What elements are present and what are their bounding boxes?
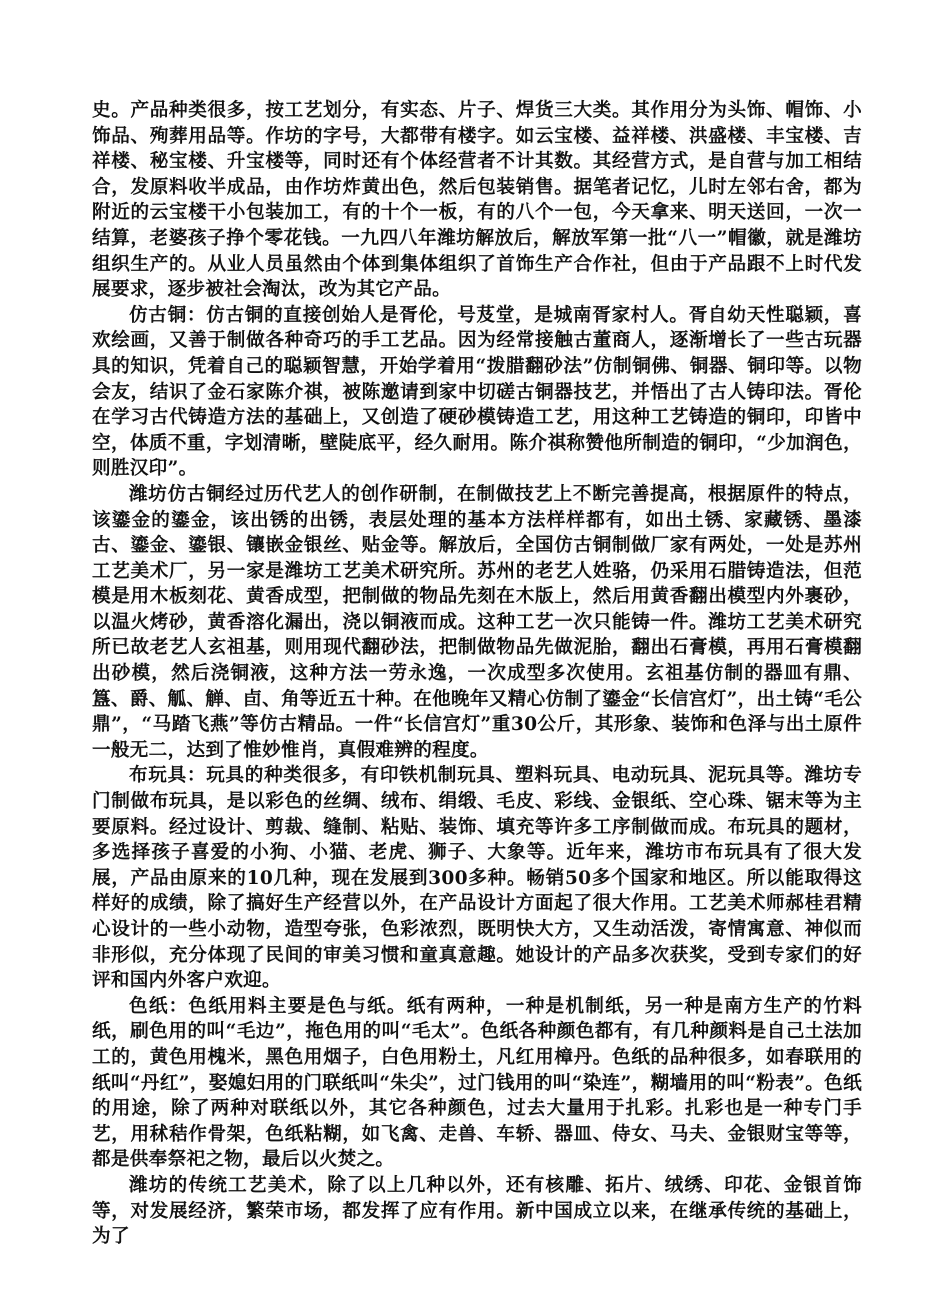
paragraph-imitation-bronze: 仿古铜：仿古铜的直接创始人是胥伦，号芨堂，是城南胥家村人。胥自幼天性聪颖，喜欢绘画，又善于制做各种奇巧的手工艺品。因为经常接触古董商人，逐渐增长了一些古玩器具的知识，凭着自己的聪颖智慧，开始学着用“拨腊翻砂法”仿制铜佛、铜器、铜印等。以物会友，结识了金石家陈介祺，被陈邀请到家中切磋古铜器技艺，并悟出了古人铸印法。胥伦在学习古代铸造方法的基础上，又创造了硬砂模铸造工艺，用这种工艺铸造的铜印，印皆中空，体质不重，字划清晰，壁陡底平，经久耐用。陈介祺称赞他所制造的铜印，“少加润色，则胜汉印”。 xyxy=(92,304,862,480)
paragraph-cloth-toys: 布玩具：玩具的种类很多，有印铁机制玩具、塑料玩具、电动玩具、泥玩具等。潍坊专门制做布玩具，是以彩色的丝绸、绒布、绢缎、毛皮、彩线、金银纸、空心珠、锯末等为主要原料。经过设计、剪裁、缝制、粘贴、装饰、填充等许多工序制做而成。布玩具的题材，多选择孩子喜爱的小狗、小猫、老虎、狮子、大象等。近年来，潍坊市布玩具有了很大发展，产品由原来的10几种，现在发展到300多种。畅销50多个国家和地区。所以能取得这样好的成绩，除了搞好生产经营以外，在产品设计方面起了很大作用。工艺美术师郝桂君精心设计的一些小动物，造型夸张，色彩浓烈，既明快大方，又生动活泼，寄情寓意、神似而非形似，充分体现了民间的审美习惯和童真意趣。她设计的产品多次获奖，受到专家们的好评和国内外客户欢迎。 xyxy=(92,765,862,992)
paragraph-bronze-development: 潍坊仿古铜经过历代艺人的创作研制，在制做技艺上不断完善提高，根据原件的特点，该鎏金的鎏金，该出锈的出锈，表层处理的基本方法样样都有，如出土锈、家藏锈、墨漆古、鎏金、鎏银、镶嵌金银丝、贴金等。解放后，全国仿古铜制做厂家有两处，一处是苏州工艺美术厂，另一家是潍坊工艺美术研究所。苏州的老艺人姓骆，仍采用石腊铸造法，但范模是用木板刻花、黄香成型，把制做的物品先刻在木版上，然后用黄香翻出模型内外裹砂，以温火烤砂，黄香溶化漏出，浇以铜液而成。这种工艺一次只能铸一件。潍坊工艺美术研究所已故老艺人玄祖基，则用现代翻砂法，把制做物品先做泥胎，翻出石膏模，再用石膏模翻出砂模，然后浇铜液，这种方法一劳永逸，一次成型多次使用。玄祖基仿制的器皿有鼎、簋、爵、觚、觯、卣、角等近五十种。在他晚年又精心仿制了鎏金“长信宫灯”，出土铸“毛公鼎”，“马踏飞燕”等仿古精品。一件“长信宫灯”重30公斤，其形象、装饰和色泽与出土原件一般无二，达到了惟妙惟肖，真假难辨的程度。 xyxy=(92,483,862,761)
paragraph-continuation-jewelry: 史。产品种类很多，按工艺划分，有实态、片子、焊货三大类。其作用分为头饰、帽饰、小饰品、殉葬用品等。作坊的字号，大都带有楼字。如云宝楼、益祥楼、洪盛楼、丰宝楼、吉祥楼、秘宝楼、升宝楼等，同时还有个体经营者不计其数。其经营方式，是自营与加工相结合，发原料收半成品，由作坊炸黄出色，然后包装销售。据笔者记忆，儿时左邻右舍，都为附近的云宝楼干小包装加工，有的十个一板，有的八个一包，今天拿来、明天送回，一次一结算，老婆孩子挣个零花钱。一九四八年潍坊解放后，解放军第一批“八一”帽徽，就是潍坊组织生产的。从业人员虽然由个体到集体组织了首饰生产合作社，但由于产品跟不上时代发展要求，逐步被社会淘汰，改为其它产品。 xyxy=(92,100,862,301)
body-text xyxy=(92,98,862,1250)
paragraph-traditional-crafts: 潍坊的传统工艺美术，除了以上几种以外，还有核雕、拓片、绒绣、印花、金银首饰等，对发展经济，繁荣市场，都发挥了应有作用。新中国成立以来，在继承传统的基础上，为了 xyxy=(92,1174,862,1248)
paragraph-colored-paper: 色纸：色纸用料主要是色与纸。纸有两种，一种是机制纸，另一种是南方生产的竹料纸，刷色用的叫“毛边”，拖色用的叫“毛太”。色纸各种颜色都有，有几种颜料是自己土法加工的，黄色用槐米，黑色用烟子，白色用粉土，凡红用樟丹。色纸的品种很多，如春联用的纸叫“丹红”，娶媳妇用的门联纸叫“朱尖”，过门钱用的叫“染连”，糊墙用的叫“粉表”。色纸的用途，除了两种对联纸以外，其它各种颜色，过去大量用于扎彩。扎彩也是一种专门手艺，用秫秸作骨架，色纸粘糊，如飞禽、走兽、车轿、器皿、侍女、马夫、金银财宝等等，都是供奉祭祀之物，最后以火焚之。 xyxy=(92,995,862,1171)
